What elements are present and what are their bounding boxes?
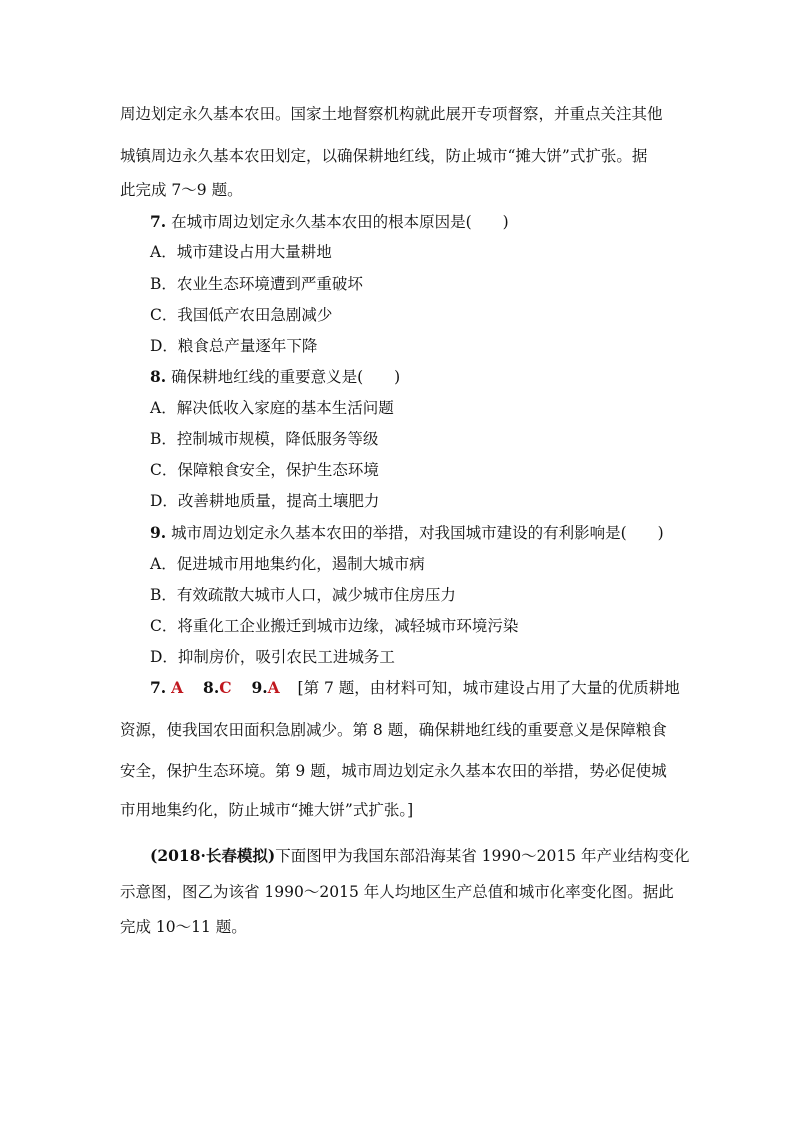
question-9-number: 9. [150, 523, 167, 542]
answer-7-number: 7. [150, 678, 167, 697]
answer-9-number: 9. [251, 678, 268, 697]
next-material-line-1 [150, 846, 689, 866]
answer-explanation-start: [第 7 题，由材料可知，城市建设占用了大量的优质耕地 [297, 679, 680, 697]
question-7-stem: 在城市周边划定永久基本农田的根本原因是( ) [171, 213, 509, 231]
question-7-option-d: D．粮食总产量逐年下降 [150, 337, 318, 355]
question-9-option-b: B．有效疏散大城市人口，减少城市住房压力 [150, 586, 456, 604]
question-9-option-d: D．抑制房价，吸引农民工进城务工 [150, 648, 395, 666]
question-8-option-a: A．解决低收入家庭的基本生活问题 [150, 399, 394, 417]
answer-7-value: A [171, 678, 184, 697]
question-8-option-d: D．改善耕地质量，提高土壤肥力 [150, 492, 380, 510]
answer-line-1 [150, 678, 680, 698]
answer-line-4: 市用地集约化，防止城市“摊大饼”式扩张。] [120, 801, 414, 819]
question-7-option-c: C．我国低产农田急剧减少 [150, 306, 333, 324]
question-8-option-c: C．保障粮食安全，保护生态环境 [150, 461, 379, 479]
question-7-option-b: B．农业生态环境遭到严重破坏 [150, 275, 363, 293]
question-9 [150, 523, 664, 543]
answer-line-3: 安全，保护生态环境。第 9 题，城市周边划定永久基本农田的举措，势必促使城 [120, 762, 667, 780]
next-material-line-3: 完成 10～11 题。 [120, 918, 247, 936]
intro-line-2: 城镇周边永久基本农田划定，以确保耕地红线，防止城市“摊大饼”式扩张。据 [120, 147, 648, 165]
question-9-option-c: C．将重化工企业搬迁到城市边缘，减轻城市环境污染 [150, 617, 519, 635]
answer-8-value: C [219, 678, 232, 697]
question-7-number: 7. [150, 212, 167, 231]
question-8-number: 8. [150, 367, 167, 386]
intro-line-3: 此完成 7～9 题。 [120, 181, 243, 199]
question-7-option-a: A．城市建设占用大量耕地 [150, 243, 332, 261]
source-tag: (2018·长春模拟) [150, 846, 276, 865]
answer-8-number: 8. [203, 678, 220, 697]
question-9-option-a: A．促进城市用地集约化，遏制大城市病 [150, 555, 425, 573]
answer-9-value: A [267, 678, 280, 697]
question-8-stem: 确保耕地红线的重要意义是( ) [171, 368, 401, 386]
answer-line-2: 资源，使我国农田面积急剧减少。第 8 题，确保耕地红线的重要意义是保障粮食 [120, 721, 667, 739]
question-7 [150, 212, 509, 232]
next-material-start: 下面图甲为我国东部沿海某省 1990～2015 年产业结构变化 [275, 847, 690, 865]
question-9-stem: 城市周边划定永久基本农田的举措，对我国城市建设的有利影响是( ) [171, 524, 664, 542]
next-material-line-2: 示意图，图乙为该省 1990～2015 年人均地区生产总值和城市化率变化图。据此 [120, 883, 674, 901]
intro-line-1: 周边划定永久基本农田。国家土地督察机构就此展开专项督察，并重点关注其他 [120, 105, 663, 123]
question-8-option-b: B．控制城市规模，降低服务等级 [150, 430, 379, 448]
question-8 [150, 367, 400, 387]
